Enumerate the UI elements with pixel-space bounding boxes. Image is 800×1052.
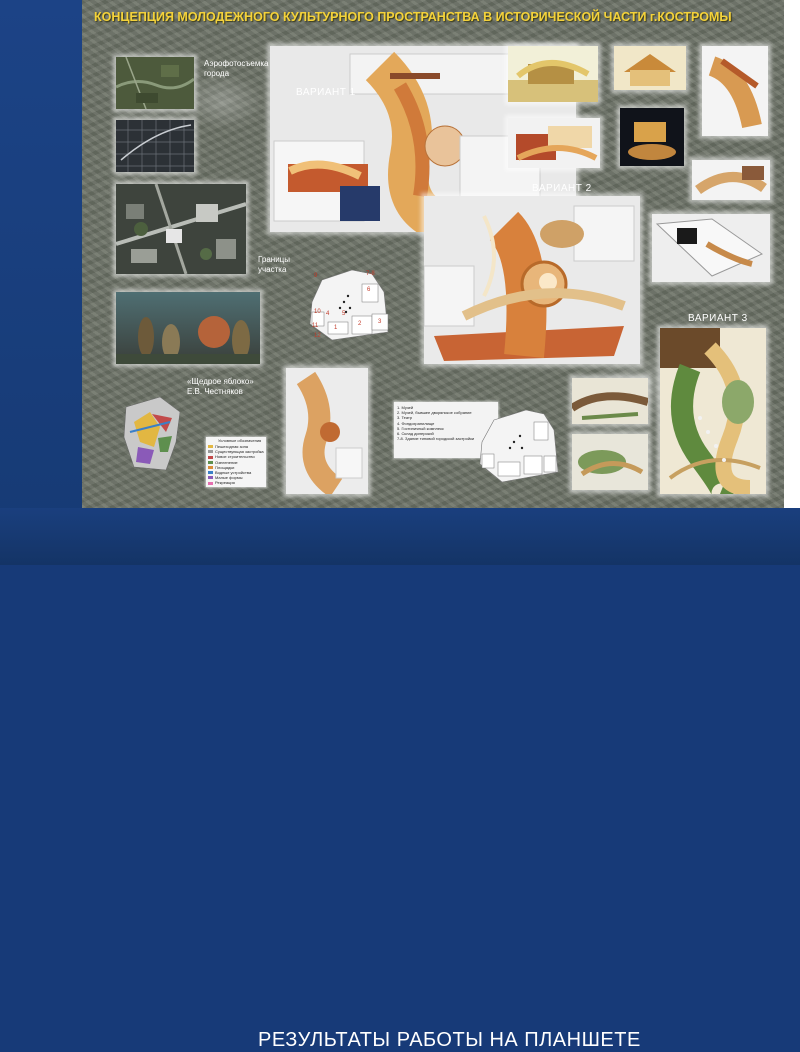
variant-3-model-photo: [660, 328, 766, 494]
painting-caption-line1: «Щедрое яблоко»: [187, 377, 254, 386]
right-white-margin: [784, 0, 800, 508]
building-list-item: 3. Театр: [397, 415, 413, 421]
plan-number: 10: [314, 309, 321, 315]
numbered-site-plan: [302, 262, 398, 346]
render-courtyard: [692, 160, 770, 200]
building-list-item: 6. Склад дилерский: [397, 431, 434, 437]
site-bounds-caption-line2: участка: [258, 265, 287, 274]
painting-caption-line2: Е.В. Честняков: [187, 387, 243, 396]
plan-number: 1: [334, 325, 338, 331]
legend-item: Рекреация: [215, 480, 235, 486]
variant-2-model-photo: [424, 196, 640, 364]
legend-item: Новое строительство: [215, 454, 255, 460]
render-model-closeup: [508, 118, 600, 168]
render-model-dark: [652, 214, 770, 282]
legend-title: Условные обозначения: [218, 438, 262, 443]
render-variant-3-angle-1: [572, 378, 648, 424]
legend-item: Площадки: [215, 464, 235, 470]
plan-number: 4: [326, 311, 330, 317]
legend-item: Пешеходная зона: [215, 444, 249, 449]
render-variant-3-angle-2: [572, 434, 648, 490]
render-night-view: [620, 108, 684, 166]
render-pavilion: [508, 46, 598, 102]
variant-3-label: ВАРИАНТ 3: [688, 313, 748, 324]
plan-number: 6: [367, 287, 371, 293]
legend-item: Озеленение: [215, 459, 238, 465]
legend-item: Существующая застройка: [215, 449, 264, 455]
render-model-top-right: [702, 46, 768, 136]
legend-item: Малые формы: [215, 475, 243, 481]
building-list-item: 1. Музей: [397, 405, 414, 410]
board-title: КОНЦЕПЦИЯ МОЛОДЕЖНОГО КУЛЬТУРНОГО ПРОСТРАНСТВА В ИСТОРИЧЕСКОЙ ЧАСТИ г.КОСТРОМЫ: [94, 10, 732, 24]
legend-item: Водные устройства: [215, 470, 252, 476]
zoning-plan: [120, 392, 200, 474]
bottom-banner: [0, 508, 800, 1051]
variant-1-model-angle-view: [286, 368, 368, 494]
legend-box: [206, 437, 266, 487]
plan-number: 9: [314, 273, 318, 279]
building-list-item: 2. Музей, бывшее дворянское собрание: [397, 410, 472, 416]
building-list-item: 5. Гостиничный комплекс: [397, 425, 444, 431]
building-list-item: 4. Фондохранилище: [397, 420, 435, 426]
render-house: [614, 46, 686, 90]
plan-number: 5: [342, 311, 346, 317]
aerial-caption-line2: города: [204, 69, 230, 78]
variant-2-label: ВАРИАНТ 2: [532, 183, 592, 194]
building-list-item: 7-8. Здание типовой городской застройки: [397, 436, 475, 442]
numbered-site-plan-2: [474, 400, 566, 488]
plan-number: 12: [314, 333, 321, 339]
satellite-site-photo: [116, 184, 246, 274]
painting-shchedroe-yabloko: [116, 292, 260, 364]
left-blue-margin: [0, 0, 82, 565]
aerial-caption-line1: Аэрофотосъемка: [204, 59, 269, 68]
bottom-title: РЕЗУЛЬТАТЫ РАБОТЫ НА ПЛАНШЕТЕ: [258, 1029, 641, 1051]
plan-number: 3: [378, 319, 382, 325]
plan-number: 2: [358, 321, 362, 327]
site-bounds-caption-line1: Границы: [258, 255, 290, 264]
aerial-photo-district: [116, 120, 194, 172]
plan-number: 11: [312, 323, 319, 329]
aerial-photo-city: [116, 57, 194, 109]
presentation-board: [82, 0, 784, 508]
plan-number: 7-8: [366, 271, 375, 277]
variant-1-label: ВАРИАНТ 1: [296, 87, 356, 98]
